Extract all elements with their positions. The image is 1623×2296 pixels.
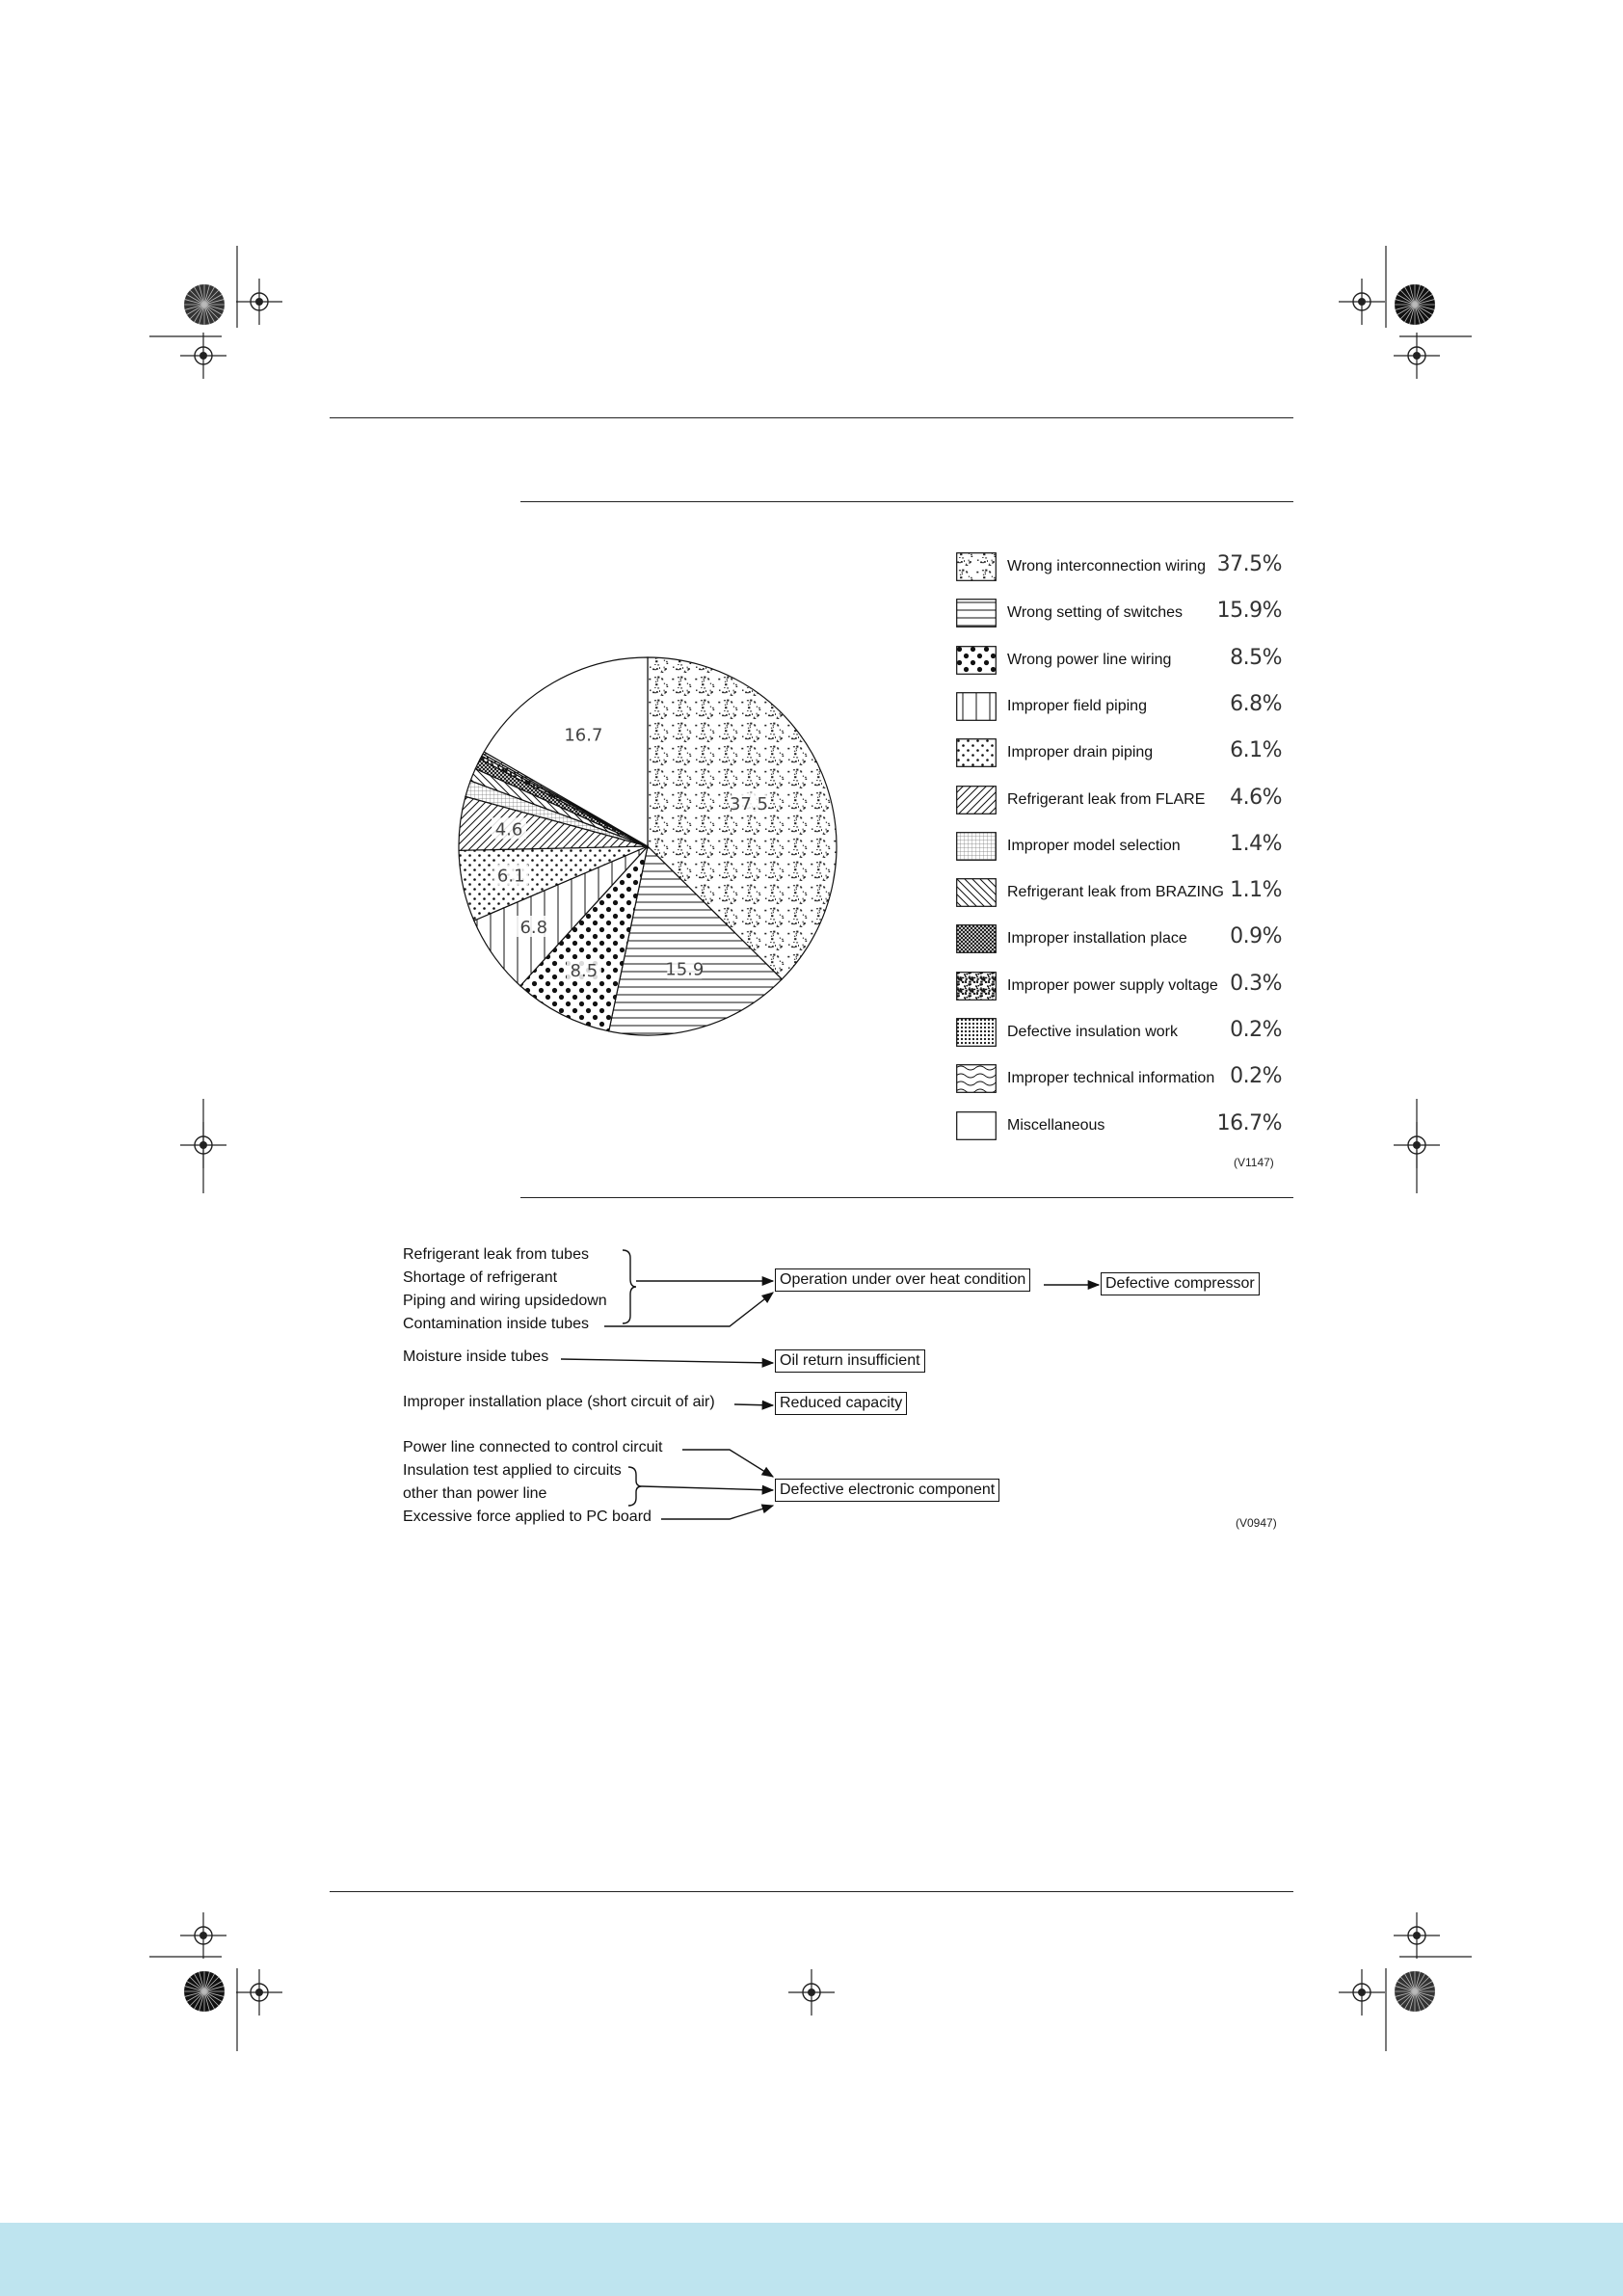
- footer-band: [0, 2223, 1623, 2296]
- legend-value: 0.9%: [1230, 924, 1282, 949]
- legend-label: Improper model selection: [1007, 837, 1181, 854]
- pie-label-5: 6.1: [496, 866, 525, 887]
- cause-refrigerant-leak: Refrigerant leak from tubes: [403, 1246, 589, 1263]
- legend-label: Improper technical information: [1007, 1070, 1215, 1087]
- pie-label-3: 8.5: [570, 961, 599, 982]
- cause-moisture: Moisture inside tubes: [403, 1348, 549, 1365]
- legend-value: 37.5%: [1216, 552, 1282, 576]
- cause-piping-upsidedown: Piping and wiring upsidedown: [403, 1293, 607, 1309]
- brace-group-1: [623, 1250, 636, 1323]
- legend-label: Improper drain piping: [1007, 744, 1154, 761]
- pie-label-6: 4.6: [494, 819, 523, 841]
- pie-label-13: 16.7: [564, 725, 603, 746]
- legend-label: Improper installation place: [1007, 930, 1187, 948]
- legend-label: Wrong setting of switches: [1007, 604, 1184, 622]
- legend-label: Improper power supply voltage: [1007, 976, 1218, 994]
- pie-label-2: 15.9: [665, 959, 705, 980]
- legend-value: 16.7%: [1216, 1110, 1282, 1135]
- legend-value: 6.8%: [1230, 691, 1282, 716]
- legend-value: 4.6%: [1230, 785, 1282, 810]
- legend-value: 1.1%: [1230, 878, 1282, 903]
- legend-value: 1.4%: [1230, 831, 1282, 856]
- result-defective-electronic: Defective electronic component: [775, 1479, 999, 1502]
- cause-excessive-force: Excessive force applied to PC board: [403, 1508, 652, 1525]
- cause-shortage-refrigerant: Shortage of refrigerant: [403, 1269, 558, 1286]
- legend-label: Defective insulation work: [1007, 1024, 1178, 1040]
- result-oil-return: Oil return insufficient: [775, 1349, 925, 1373]
- legend-value: 15.9%: [1216, 599, 1282, 624]
- legend-label: Wrong interconnection wiring: [1007, 558, 1207, 574]
- pie-label-1: 37.5: [729, 794, 768, 815]
- pie-label-4: 6.8: [519, 917, 548, 938]
- legend-label: Refrigerant leak from FLARE: [1007, 790, 1206, 808]
- result-defective-compressor: Defective compressor: [1101, 1272, 1260, 1295]
- cause-contamination: Contamination inside tubes: [403, 1316, 590, 1332]
- cause-power-line: Power line connected to control circuit: [403, 1439, 663, 1455]
- cause-insulation-test-cont: other than power line: [403, 1485, 547, 1502]
- result-reduced-capacity: Reduced capacity: [775, 1392, 907, 1415]
- legend-value: 0.2%: [1230, 1064, 1282, 1089]
- legend-value: 0.2%: [1230, 1018, 1282, 1042]
- cause-insulation-test: Insulation test applied to circuits: [403, 1462, 622, 1479]
- cause-installation-place: Improper installation place (short circuit of air): [403, 1394, 715, 1410]
- result-overheat: Operation under over heat condition: [775, 1268, 1030, 1292]
- figure-code-1: (V1147): [1234, 1156, 1274, 1169]
- legend-value: 0.3%: [1230, 971, 1282, 996]
- legend-label: Refrigerant leak from BRAZING: [1007, 884, 1224, 901]
- legend-value: 8.5%: [1230, 645, 1282, 670]
- legend-label: Wrong power line wiring: [1007, 651, 1172, 668]
- brace-group-2: [628, 1467, 642, 1506]
- legend-label: Miscellaneous: [1007, 1116, 1105, 1134]
- legend-value: 6.1%: [1230, 738, 1282, 763]
- figure-code-2: (V0947): [1236, 1516, 1277, 1530]
- legend-label: Improper field piping: [1007, 697, 1147, 714]
